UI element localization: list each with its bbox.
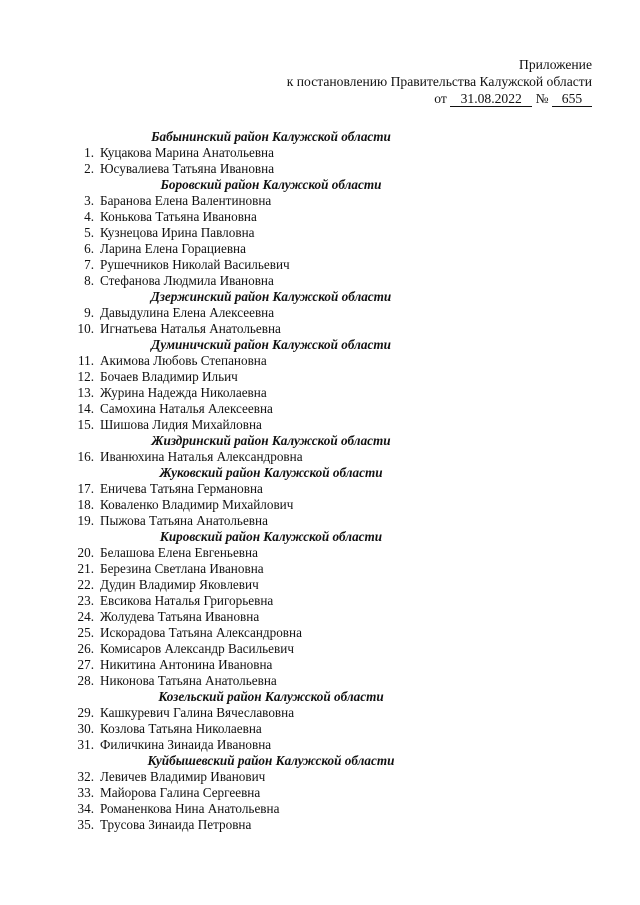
list-item	[66, 625, 476, 641]
resolution-number: 655	[552, 92, 592, 107]
district-heading: Думиничский район Калужской области	[151, 337, 391, 352]
person-name: Дудин Владимир Яковлевич	[100, 577, 259, 592]
document-header	[287, 56, 592, 107]
item-number: 6.	[84, 241, 94, 256]
item-number: 14.	[77, 401, 94, 416]
item-number: 10.	[77, 321, 94, 336]
list-item	[66, 737, 476, 753]
list-item	[66, 577, 476, 593]
item-number: 19.	[77, 513, 94, 528]
person-name: Самохина Наталья Алексеевна	[100, 401, 273, 416]
person-name: Кашкуревич Галина Вячеславовна	[100, 705, 295, 720]
person-name: Жолудева Татьяна Ивановна	[100, 609, 260, 624]
item-number: 20.	[77, 545, 94, 560]
item-number: 2.	[84, 161, 94, 176]
person-name: Филичкина Зинаида Ивановна	[100, 737, 272, 752]
district-heading: Дзержинский район Калужской области	[150, 289, 392, 304]
list-item	[66, 769, 476, 785]
appendix-title: Приложение	[519, 57, 592, 72]
district-heading: Козельский район Калужской области	[158, 689, 384, 704]
district-heading: Жиздринский район Калужской области	[151, 433, 391, 448]
list-item	[66, 353, 476, 369]
list-item	[66, 449, 476, 465]
person-name: Левичев Владимир Иванович	[100, 769, 266, 784]
item-number: 25.	[77, 625, 94, 640]
item-number: 18.	[77, 497, 94, 512]
person-name: Журина Надежда Николаевна	[100, 385, 267, 400]
person-name: Шишова Лидия Михайловна	[100, 417, 262, 432]
resolution-date-number	[287, 90, 592, 107]
list-item	[66, 273, 476, 289]
item-number: 22.	[77, 577, 94, 592]
list-item	[66, 369, 476, 385]
district-heading: Кировский район Калужской области	[159, 529, 383, 544]
item-number: 13.	[77, 385, 94, 400]
list-item	[66, 641, 476, 657]
person-name: Юсувалиева Татьяна Ивановна	[100, 161, 275, 176]
list-item	[66, 673, 476, 689]
list-item	[66, 401, 476, 417]
person-name: Пыжова Татьяна Анатольевна	[100, 513, 268, 528]
list-item	[66, 593, 476, 609]
person-name: Козлова Татьяна Николаевна	[100, 721, 262, 736]
item-number: 11.	[78, 353, 94, 368]
person-name: Искорадова Татьяна Александровна	[100, 625, 302, 640]
list-item	[66, 497, 476, 513]
item-number: 12.	[77, 369, 94, 384]
person-name: Стефанова Людмила Ивановна	[100, 273, 274, 288]
person-name: Баранова Елена Валентиновна	[100, 193, 272, 208]
person-name: Майорова Галина Сергеевна	[100, 785, 261, 800]
person-name: Кузнецова Ирина Павловна	[100, 225, 255, 240]
list-item	[66, 193, 476, 209]
district-heading: Жуковский район Калужской области	[159, 465, 383, 480]
item-number: 29.	[77, 705, 94, 720]
item-number: 24.	[77, 609, 94, 624]
person-name: Березина Светлана Ивановна	[100, 561, 264, 576]
list-item	[66, 145, 476, 161]
person-name: Иванюхина Наталья Александровна	[100, 449, 303, 464]
item-number: 5.	[84, 225, 94, 240]
list-item	[66, 801, 476, 817]
list-item	[66, 481, 476, 497]
list-item	[66, 817, 476, 833]
person-name: Евсикова Наталья Григорьевна	[100, 593, 274, 608]
person-name: Ларина Елена Горациевна	[100, 241, 246, 256]
person-name: Комисаров Александр Васильевич	[100, 641, 294, 656]
item-number: 17.	[77, 481, 94, 496]
item-number: 33.	[77, 785, 94, 800]
list-item	[66, 209, 476, 225]
resolution-date: 31.08.2022	[450, 92, 532, 107]
item-number: 21.	[77, 561, 94, 576]
person-name: Белашова Елена Евгеньевна	[100, 545, 258, 560]
list-item	[66, 545, 476, 561]
list-item	[66, 513, 476, 529]
list-item	[66, 305, 476, 321]
person-name: Никитина Антонина Ивановна	[100, 657, 273, 672]
item-number: 4.	[84, 209, 94, 224]
item-number: 1.	[84, 145, 94, 160]
district-heading: Бабынинский район Калужской области	[151, 129, 391, 144]
item-number: 3.	[84, 193, 94, 208]
item-number: 16.	[77, 449, 94, 464]
list-item	[66, 321, 476, 337]
person-name: Еничева Татьяна Германовна	[100, 481, 263, 496]
item-number: 34.	[77, 801, 94, 816]
list-item	[66, 225, 476, 241]
item-number: 35.	[77, 817, 94, 832]
list-item	[66, 657, 476, 673]
resolution-reference: к постановлению Правительства Калужской области	[286, 74, 592, 89]
person-name: Акимова Любовь Степановна	[100, 353, 267, 368]
list-item	[66, 161, 476, 177]
item-number: 7.	[84, 257, 94, 272]
list-item	[66, 705, 476, 721]
person-name: Никонова Татьяна Анатольевна	[100, 673, 277, 688]
person-name: Коваленко Владимир Михайлович	[100, 497, 294, 512]
person-name: Куцакова Марина Анатольевна	[100, 145, 274, 160]
list-item	[66, 609, 476, 625]
district-heading: Боровский район Калужской области	[160, 177, 382, 192]
person-name: Романенкова Нина Анатольевна	[100, 801, 280, 816]
list-item	[66, 785, 476, 801]
number-sign: №	[535, 91, 549, 106]
date-prefix: от	[434, 91, 447, 106]
item-number: 28.	[77, 673, 94, 688]
list-item	[66, 257, 476, 273]
list-item	[66, 417, 476, 433]
item-number: 30.	[77, 721, 94, 736]
person-name: Трусова Зинаида Петровна	[100, 817, 252, 832]
list-item	[66, 721, 476, 737]
person-name: Конькова Татьяна Ивановна	[100, 209, 257, 224]
item-number: 31.	[77, 737, 94, 752]
list-item	[66, 385, 476, 401]
item-number: 15.	[77, 417, 94, 432]
item-number: 32.	[77, 769, 94, 784]
person-name: Давыдулина Елена Алексеевна	[100, 305, 275, 320]
person-name: Рушечников Николай Васильевич	[100, 257, 290, 272]
item-number: 8.	[84, 273, 94, 288]
person-name: Бочаев Владимир Ильич	[100, 369, 238, 384]
item-number: 27.	[77, 657, 94, 672]
item-number: 26.	[77, 641, 94, 656]
list-item	[66, 241, 476, 257]
item-number: 23.	[77, 593, 94, 608]
item-number: 9.	[84, 305, 94, 320]
district-heading: Куйбышевский район Калужской области	[147, 753, 395, 768]
list-item	[66, 561, 476, 577]
awardees-list	[66, 129, 476, 833]
person-name: Игнатьева Наталья Анатольевна	[100, 321, 281, 336]
